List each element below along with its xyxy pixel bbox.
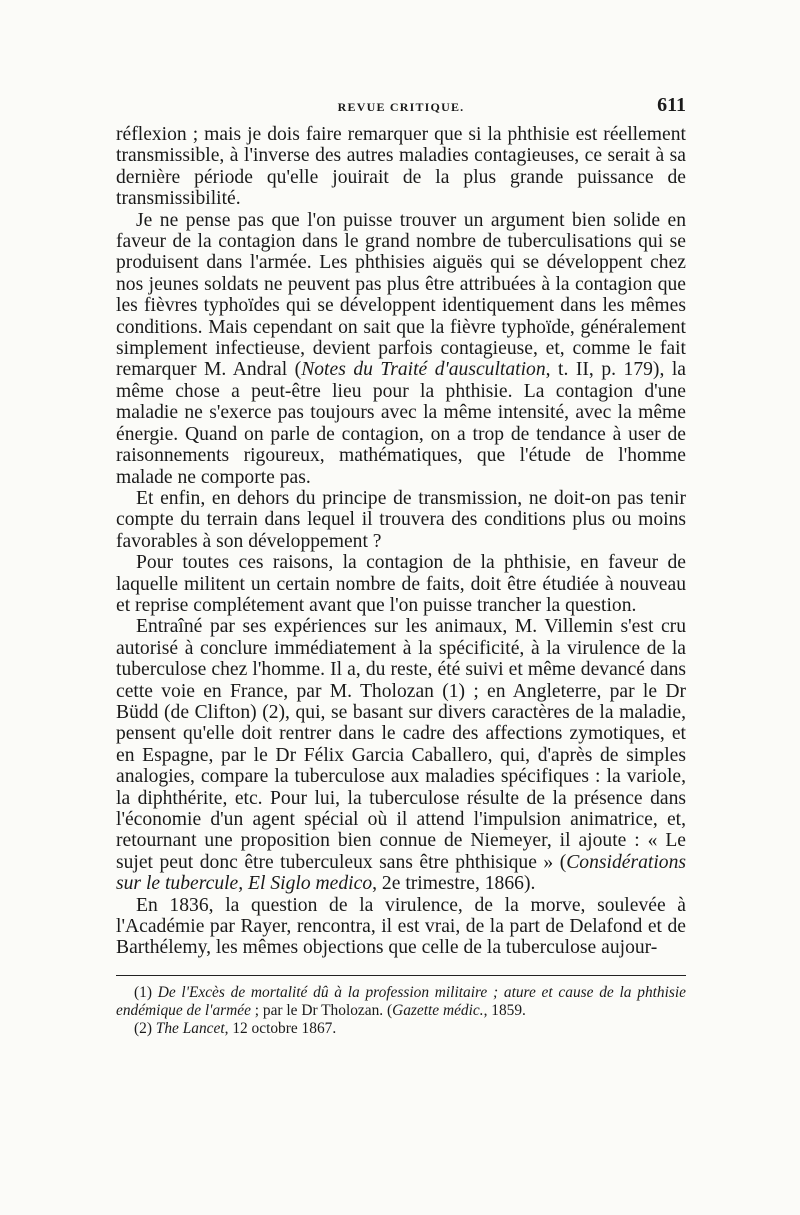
text-run: Je ne pense pas que l'on puisse trouver un argument bien solide en faveur de la contagion dans le grand nombre de tuberculisations qui se produisent dans l'armée. Les phthisies aiguës qui se développent chez nos jeunes soldats ne peuvent pas plus être attribuées à la contagion que les fièvres typhoïdes qui se développent identiquement dans les mêmes conditions. Mais cependant on sait que la fièvre typhoïde, généralement simplement infectieuse, devient parfois contagieuse, et, comme le fait remarquer M. Andral ( xyxy=(116,209,686,381)
paragraph xyxy=(116,552,686,616)
text-run: (2) xyxy=(134,1019,156,1037)
page xyxy=(116,94,686,1038)
italic-citation: Considérations sur le tubercule, El Siglo medico xyxy=(116,851,686,895)
text-run: , 2e trimestre, 1866). xyxy=(372,873,536,895)
body-text xyxy=(116,124,686,959)
text-run: , t. II, p. 179), la même chose a peut-être lieu pour la phthisie. La contagion d'une maladie ne s'exerce pas toujours avec la même intensité, avec la même énergie. Quand on parle de contagion, on a trop de tendance à user de raisonnements rigoureux, mathématiques, que l'étude de l'homme malade ne comporte pas. xyxy=(116,359,686,488)
paragraph xyxy=(116,488,686,552)
text-run: En 1836, la question de la virulence, de la morve, soulevée à l'Académie par Rayer, rencontra, il est vrai, de la part de Delafond et de Barthélemy, les mêmes objections que celle de la tuberculose aujour- xyxy=(116,894,686,959)
italic-citation: Gazette médic. xyxy=(392,1001,484,1019)
italic-citation: Notes du Traité d'auscultation xyxy=(301,359,546,381)
page-header xyxy=(116,94,686,124)
text-run: Et enfin, en dehors du principe de transmission, ne doit-on pas tenir compte du terrain dans lequel il trouvera des conditions plus ou moins favorables à son développement ? xyxy=(116,487,686,552)
paragraph xyxy=(116,895,686,959)
text-run: , 1859. xyxy=(483,1001,526,1019)
text-run: ; par le Dr Tholozan. ( xyxy=(250,1001,393,1019)
italic-citation: The Lancet xyxy=(155,1019,225,1037)
page-number: 611 xyxy=(657,94,686,116)
text-run: Entraîné par ses expériences sur les animaux, M. Villemin s'est cru autorisé à conclure immédiatement à la spécificité, à la virulence de la tuberculose chez l'homme. Il a, du reste, été suivi et même devancé dans cette voie en France, par M. Tholozan (1) ; en Angleterre, par le Dr Büdd (de Clifton) (2), qui, se basant sur divers caractères de la maladie, pensent qu'elle doit rentrer dans le cadre des affections zymotiques, et en Espagne, par le Dr Félix Garcia Caballero, qui, d'après de simples analogies, compare la tuberculose aux maladies spécifiques : la variole, la diphthérite, etc. Pour lui, la tuberculose résulte de la présence dans l'économie d'un agent spécial où il attend l'impulsion animatrice, et, retournant une proposition bien connue de Niemeyer, il ajoute : « Le sujet peut donc être tuberculeux sans être phthisique » ( xyxy=(116,616,686,873)
text-run: réflexion ; mais je dois faire remarquer que si la phthisie est réellement transmissible, à l'inverse des autres maladies contagieuses, ce serait à sa dernière période qu'elle jouirait de la plus grande puissance de transmissibilité. xyxy=(116,124,686,210)
footnote xyxy=(116,1020,686,1038)
text-run: Pour toutes ces raisons, la contagion de la phthisie, en faveur de laquelle militent un certain nombre de faits, doit être étudiée à nouveau et reprise complétement avant que l'on puisse trancher la question. xyxy=(116,552,686,616)
italic-citation: De l'Excès de mortalité dû à la profession militaire ; ature et cause de la phthisie endémique de l'armée xyxy=(116,983,686,1019)
text-run: , 12 octobre 1867. xyxy=(224,1019,337,1037)
paragraph xyxy=(116,210,686,488)
text-run: (1) xyxy=(134,983,158,1001)
running-title: REVUE CRITIQUE. xyxy=(337,100,465,114)
footnote-rule xyxy=(116,975,686,976)
footnote xyxy=(116,984,686,1020)
footnotes xyxy=(116,984,686,1038)
paragraph xyxy=(116,616,686,894)
paragraph xyxy=(116,124,686,210)
